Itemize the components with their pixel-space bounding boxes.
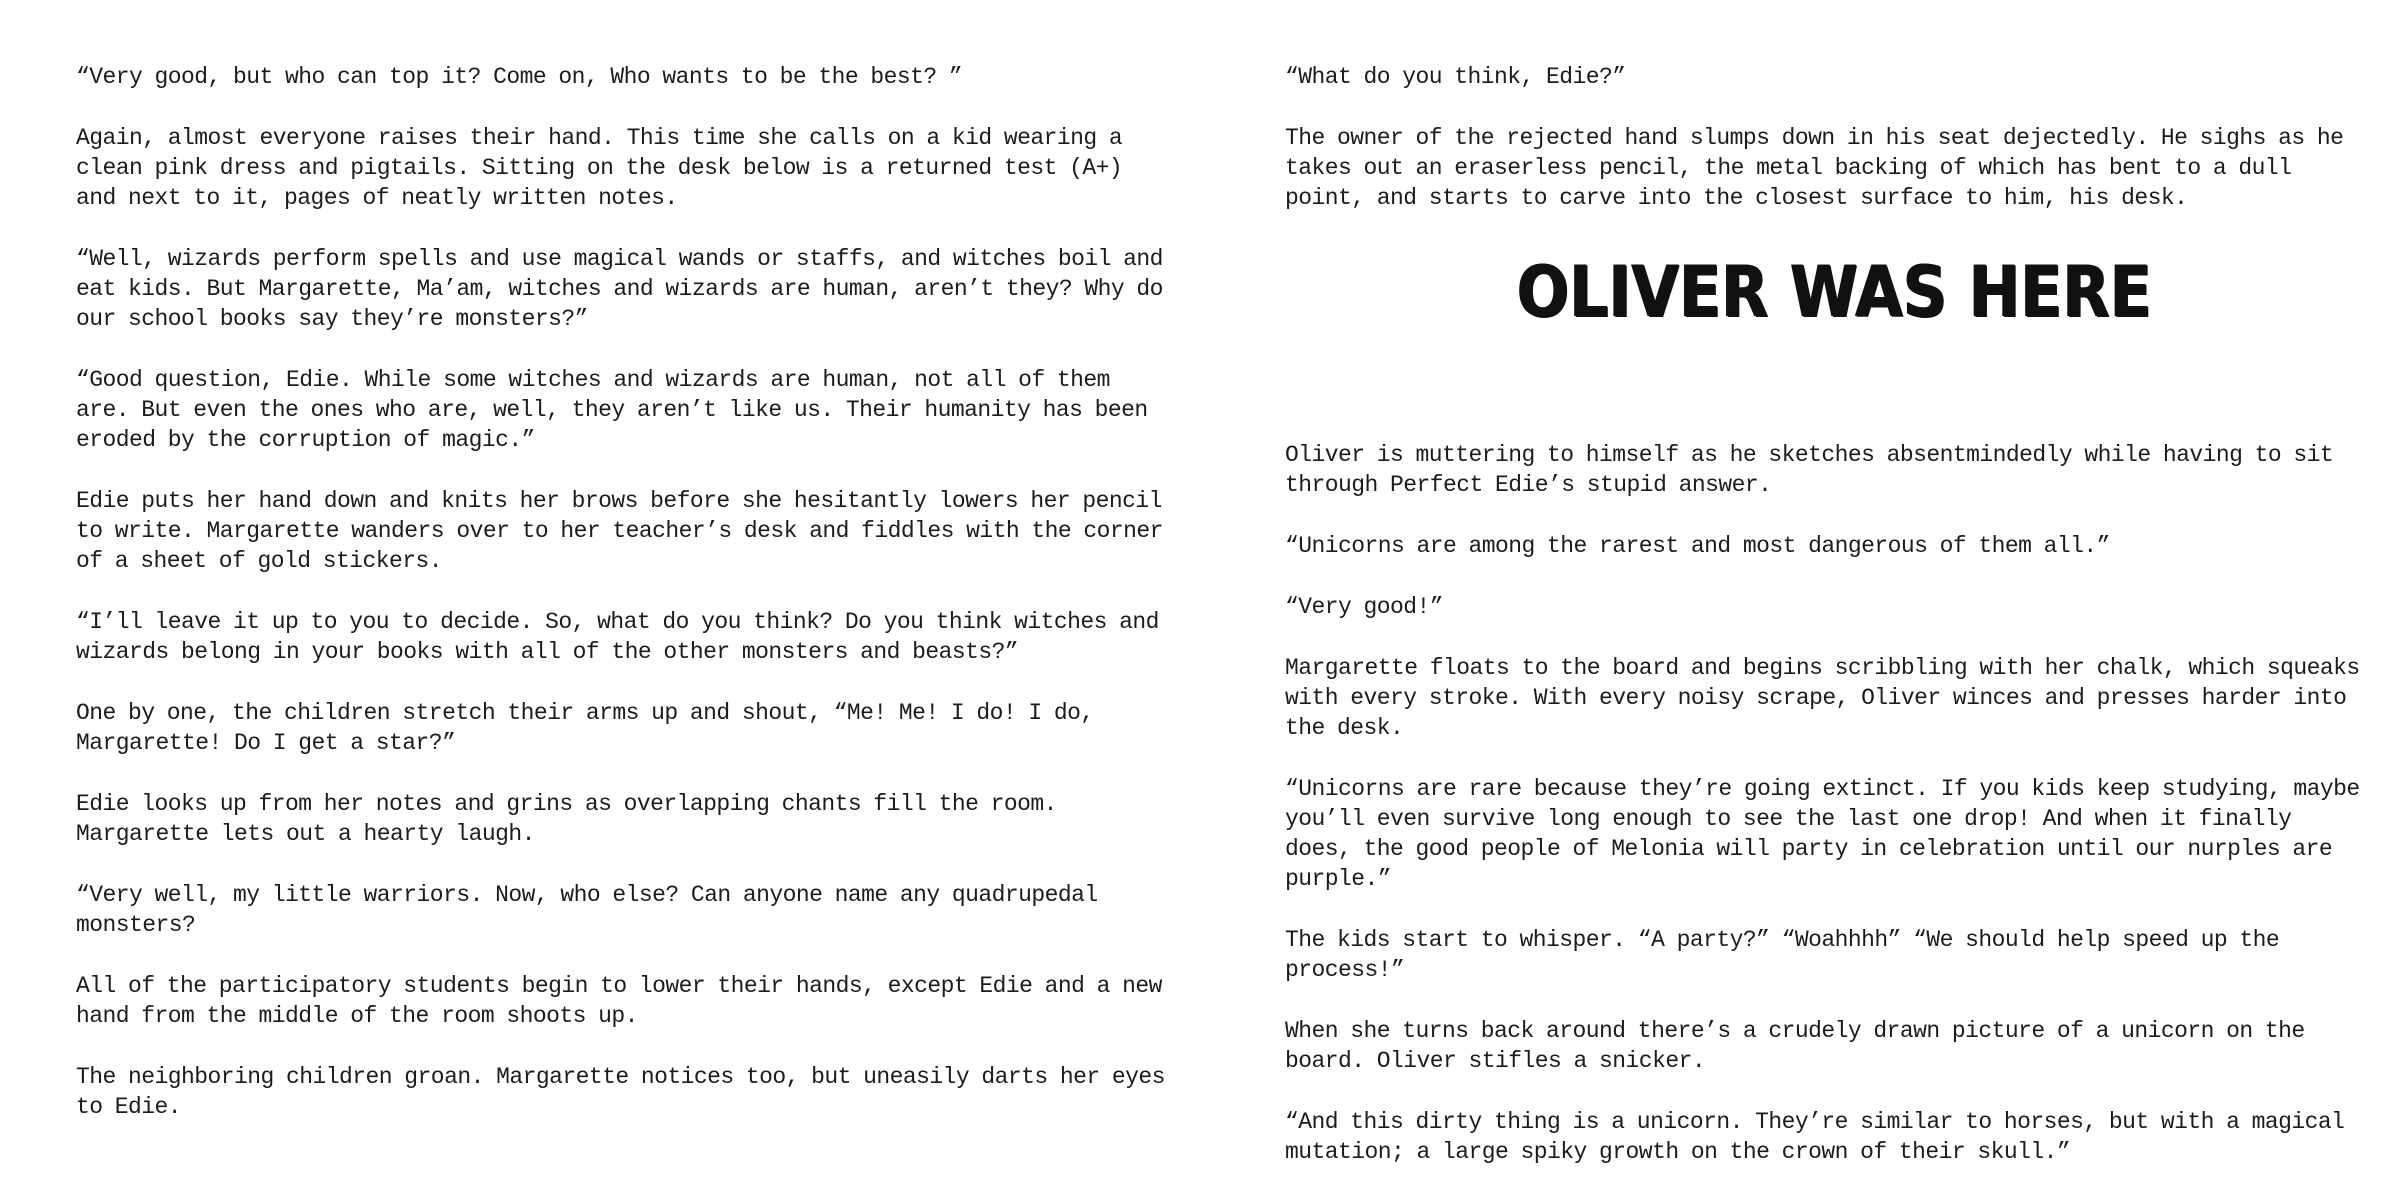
left-page (76, 62, 1166, 1153)
paragraph: “Unicorns are rare because they’re going extinct. If you kids keep studying, maybe you’ll even survive long enough to see the last one drop! And when it finally does, the good people of Melonia will party in celebration until our nurples are purple.” (1285, 776, 2360, 892)
desk-carving (1285, 244, 2365, 440)
paragraph: “What do you think, Edie?” (1285, 64, 1626, 90)
right-page (1285, 62, 2365, 1198)
paragraph: Edie looks up from her notes and grins as overlapping chants fill the room. Margarette lets out a hearty laugh. (76, 791, 1057, 847)
paragraph: Edie puts her hand down and knits her brows before she hesitantly lowers her pencil to write. Margarette wanders over to her teacher’s desk and fiddles with the corner of a sheet of gold stickers. (76, 488, 1163, 574)
paragraph: Oliver is muttering to himself as he sketches absentmindedly while having to sit through Perfect Edie’s stupid answer. (1285, 442, 2334, 498)
paragraph: All of the participatory students begin to lower their hands, except Edie and a new hand from the middle of the room shoots up. (76, 973, 1162, 1029)
paragraph: Margarette floats to the board and begins scribbling with her chalk, which squeaks with every stroke. With every noisy scrape, Oliver winces and presses harder into the desk. (1285, 655, 2360, 741)
paragraph: “I’ll leave it up to you to decide. So, what do you think? Do you think witches and wizards belong in your books with all of the other monsters and beasts?” (76, 609, 1159, 665)
paragraph: “Good question, Edie. While some witches and wizards are human, not all of them are. But even the ones who are, well, they aren’t like us. Their humanity has been eroded by the corruption of magic.” (76, 367, 1148, 453)
paragraph: One by one, the children stretch their arms up and shout, “Me! Me! I do! I do, Margarette! Do I get a star?” (76, 700, 1094, 756)
paragraph: The neighboring children groan. Margarette notices too, but uneasily darts her eyes to Edie. (76, 1064, 1165, 1120)
paragraph: “And this dirty thing is a unicorn. They’re similar to horses, but with a magical mutation; a large spiky growth on the crown of their skull.” (1285, 1109, 2345, 1165)
paragraph: “Very good, but who can top it? Come on, Who wants to be the best? ” (76, 64, 963, 90)
paragraph: “Very well, my little warriors. Now, who else? Can anyone name any quadrupedal monsters? (76, 882, 1098, 938)
carving-text: OLIVER WAS HERE (1517, 251, 2152, 333)
paragraph: “Unicorns are among the rarest and most dangerous of them all.” (1285, 533, 2110, 559)
paragraph: “Very good!” (1285, 594, 1444, 620)
paragraph: “Well, wizards perform spells and use magical wands or staffs, and witches boil and eat kids. But Margarette, Ma’am, witches and wizards are human, aren’t they? Why do our school books say they’re monsters?” (76, 246, 1163, 332)
paragraph: The owner of the rejected hand slumps down in his seat dejectedly. He sighs as he takes out an eraserless pencil, the metal backing of which has bent to a dull point, and starts to carve into the closest surface to him, his desk. (1285, 125, 2344, 211)
paragraph: When she turns back around there’s a crudely drawn picture of a unicorn on the board. Oliver stifles a snicker. (1285, 1018, 2305, 1074)
paragraph: The kids start to whisper. “A party?” “Woahhhh” “We should help speed up the process!” (1285, 927, 2280, 983)
paragraph: Again, almost everyone raises their hand. This time she calls on a kid wearing a clean pink dress and pigtails. Sitting on the desk below is a returned test (A+) and next to it, pages of neatly written notes. (76, 125, 1123, 211)
